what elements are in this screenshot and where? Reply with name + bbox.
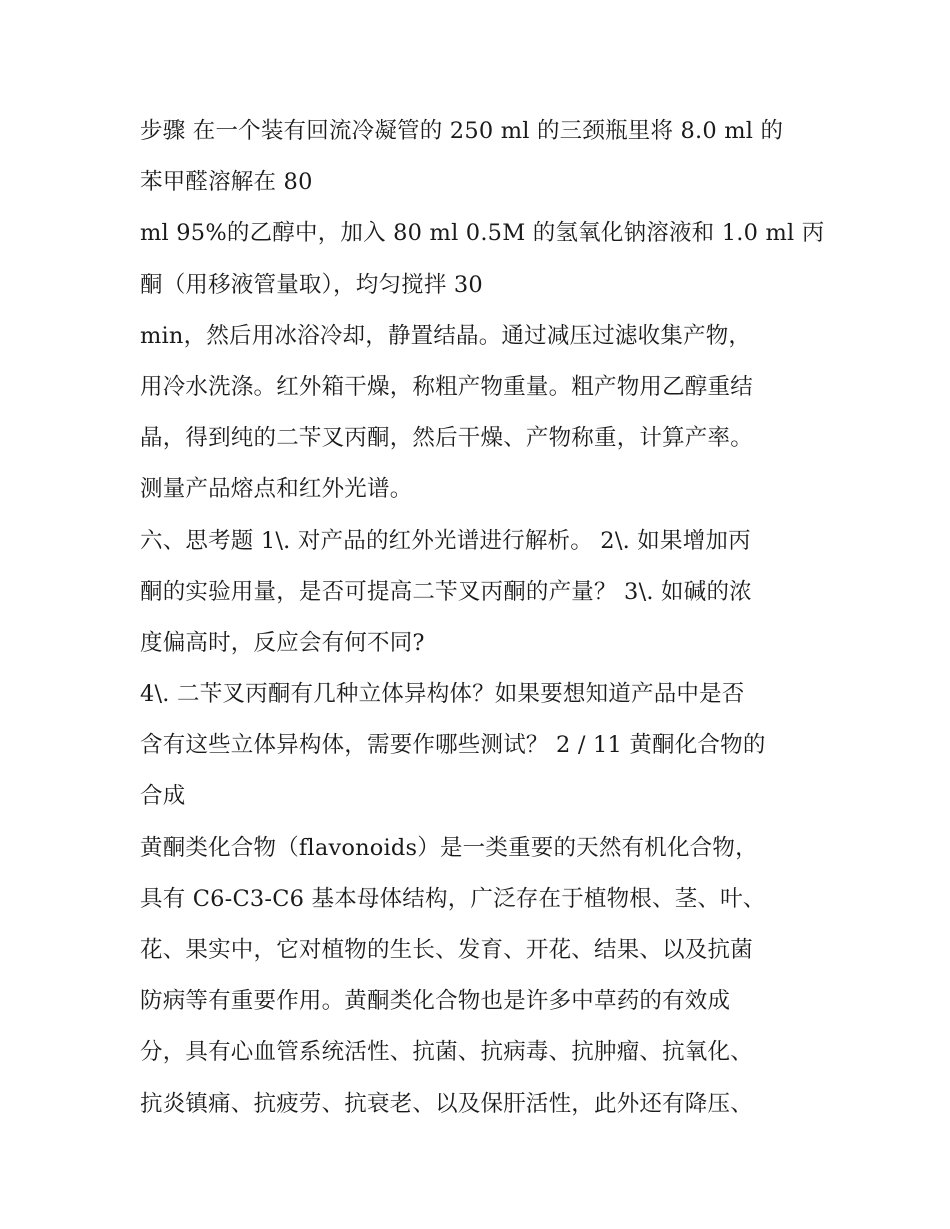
text-line: 抗炎镇痛、抗疲劳、抗衰老、以及保肝活性，此外还有降压、 <box>140 1090 753 1117</box>
text-line: 花、果实中，它对植物的生长、发育、开花、结果、以及抗菌 <box>140 937 753 963</box>
text-line: 4\. 二苄叉丙酮有几种立体异构体？如果要想知道产品中是否 <box>140 681 745 708</box>
text-line: min，然后用冰浴冷却，静置结晶。通过减压过滤收集产物， <box>140 322 752 349</box>
text-line: 六、思考题 1\. 对产品的红外光谱进行解析。 2\. 如果增加丙 <box>140 527 751 554</box>
text-line: 分，具有心血管系统活性、抗菌、抗病毒、抗肿瘤、抗氧化、 <box>140 1039 753 1066</box>
text-line: 防病等有重要作用。黄酮类化合物也是许多中草药的有效成 <box>140 988 731 1015</box>
body-text <box>140 106 825 1130</box>
text-line: 用冷水洗涤。红外箱干燥，称粗产物重量。粗产物用乙醇重结 <box>140 373 753 400</box>
text-line: 苯甲醛溶解在 80 <box>140 169 313 196</box>
text-line: 酮的实验用量，是否可提高二苄叉丙酮的产量？ 3\. 如碱的浓 <box>140 578 752 605</box>
text-line: 含有这些立体异构体，需要作哪些测试？ 2 / 11 黄酮化合物的 <box>140 732 766 759</box>
text-line: 度偏高时，反应会有何不同? <box>140 629 425 656</box>
text-line: 黄酮类化合物（flavonoids）是一类重要的天然有机化合物， <box>140 834 758 861</box>
text-line: 合成 <box>140 783 186 810</box>
text-line: ml 95%的乙醇中，加入 80 ml 0.5M 的氢氧化钠溶液和 1.0 ml 丙 <box>140 220 825 247</box>
text-line: 测量产品熔点和红外光谱。 <box>140 476 413 503</box>
text-line: 晶，得到纯的二苄叉丙酮，然后干燥、产物称重，计算产率。 <box>140 425 753 452</box>
text-line: 酮（用移液管量取），均匀搅拌 30 <box>140 271 483 298</box>
text-line: 具有 C6-C3-C6 基本母体结构，广泛存在于植物根、茎、叶、 <box>140 885 766 912</box>
text-line: 步骤 在一个装有回流冷凝管的 250 ml 的三颈瓶里将 8.0 ml 的 <box>140 118 784 144</box>
